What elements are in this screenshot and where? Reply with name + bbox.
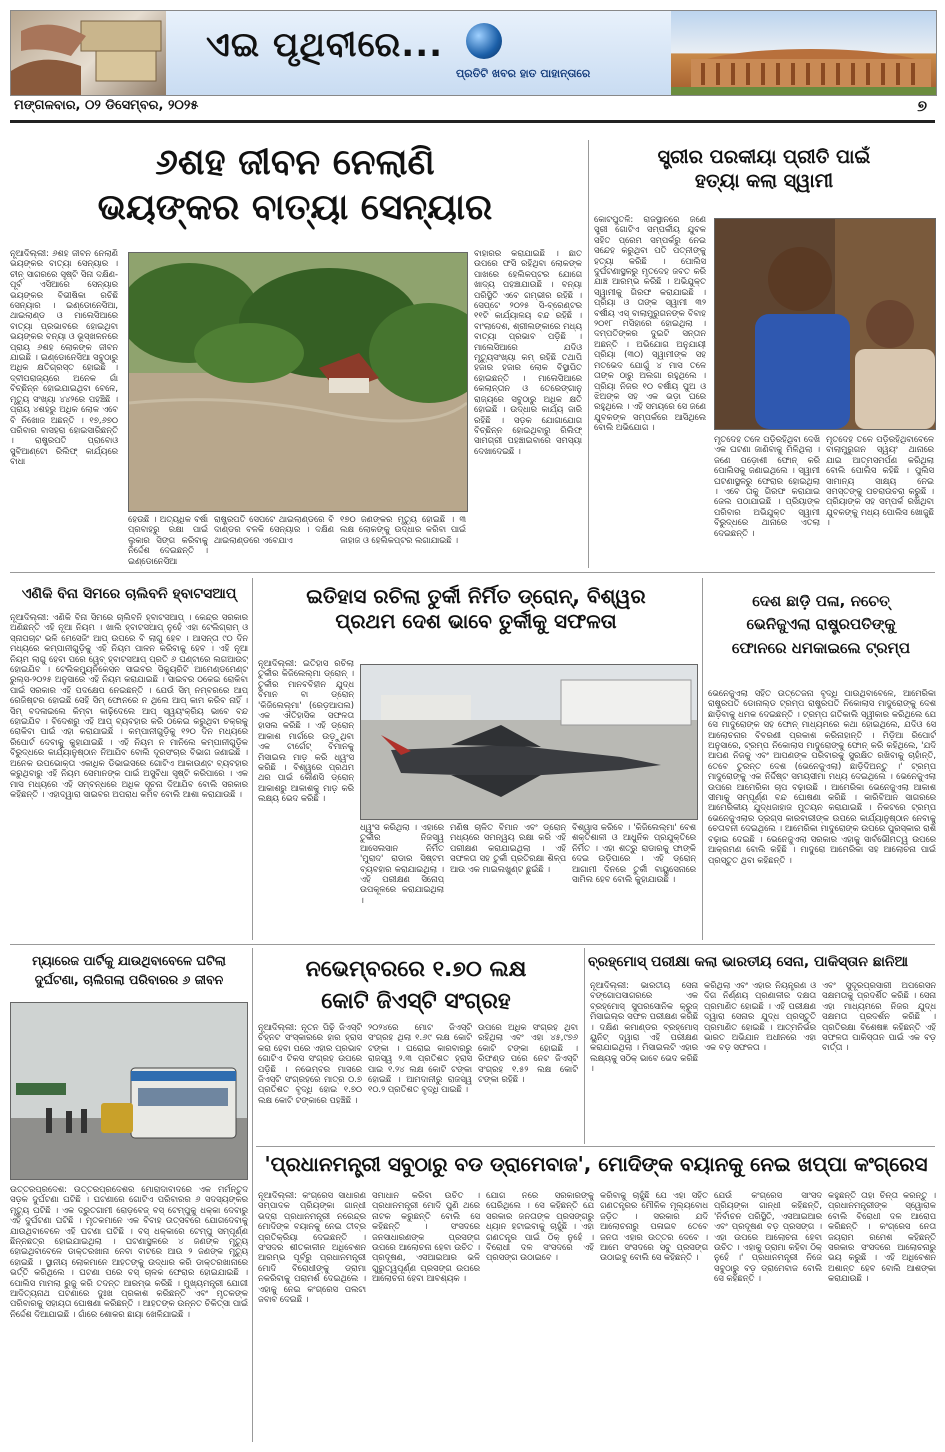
brahmos-body-col2: କରିଥିଲା ଏବଂ ଏହାର ନିୟନ୍ତ୍ରଣ ଓ ଦିଗ ନିର୍ଣ୍ଣୟ ପ୍ରଣାଳୀର ଦକ୍ଷତା ପ୍ରମାଣିତ ହୋଇଛି । ଏହି ପରୀକ୍ଷଣ ଦ୍ୱାରା ସେନାର ଯୁଦ୍ଧ ପ୍ରସ୍ତୁତି ପ୍ରମାଣିତ ହୋଇଛି । ଆତ୍ମନିର୍ଭର ଭାରତ ଅଭିଯାନ ଅଧୀନରେ ଏହା ଏକ ବଡ଼ ସଫଳତା । <box>704 980 816 1053</box>
issue-date: ମଙ୍ଗଳବାର, ୦୨ ଡିସେମ୍ବର, ୨୦୨୫ <box>14 98 199 113</box>
cyclone-headline <box>10 140 580 230</box>
cyclone-body-col1: ନୂଆଦିଲ୍ଲୀ: ୬ଶହ ଜୀବନ ନେଲାଣି ଭୟଙ୍କର ବାତ୍ୟା ସେନ୍ୟାର । ଚୀନ୍ ସାଗରରେ ସୃଷ୍ଟି ସିନା ଦକ୍ଷିଣ-ପୂର୍ବ ଏସିଆରେ ସେନ୍ୟାର ଭୟଙ୍କର ବିଭୀଷିକା ରଚିଛି ସେନ୍ୟାର । ଇଣ୍ଡୋନେସିଆ, ଥାଇଲାଣ୍ଡ ଓ ମାଲେସିଆରେ ବାତ୍ୟା ପ୍ରଭାବରେ ହୋଇଥିବା ଭୟଙ୍କର ବନ୍ୟା ଓ ଭୂସ୍ଖଳନରେ ପ୍ରାୟ ୬ଶହ ଲୋକଙ୍କ ଜୀବନ ଯାଇଛି । ଇଣ୍ଡୋନେସିଆ ସବୁଠାରୁ ଅଧିକ କ୍ଷତିଗ୍ରସ୍ତ ହୋଇଛି । ଦ୍ବୀପରାଜ୍ୟରେ ଅନେକ ଗାଁ ବିଚ୍ଛିନ୍ନ ହୋଇଯାଇଥିବା ବେଳେ, ମୃତ୍ୟୁ ସଂଖ୍ୟା ୪୪୨ରେ ପହଞ୍ଚିଛି । ପ୍ରାୟ ୪ଶହରୁ ଅଧିକ ଲୋକ ଏବେ ବି ନିଖୋଜ ଅଛନ୍ତି । ୧୭,୬୭୦ ପରିବାର ବାସହରା ହୋଇସାରିଛନ୍ତି । ରାଷ୍ଟ୍ରପତି ପ୍ରାବୋଓ ସୁବିଆଣ୍ଟୋ ରିଲିଫ୍ କାର୍ଯ୍ୟରେ ବାଧା <box>10 248 118 467</box>
page-number: ୭ <box>917 96 927 115</box>
column-divider <box>252 578 253 940</box>
drone-body-col4: ବିଶ୍ୱାସ କରିବେ । 'କିଜିଲେଲ୍ମା' ବେଶ ଶକ୍ତିଶାଳୀ ଓ ଆଧୁନିକ ପ୍ରଯୁକ୍ତିରେ ନିର୍ମିତ । ଏହା ଶତ୍ରୁ ରାଡାରକୁ ଫାଙ୍କି ଦେଇ ଉଡ଼ିପାରେ । ଏହି ଡ୍ରୋନ୍ ଆଗାମୀ ଦିନରେ ତୁର୍କୀ ବାୟୁସେନାରେ ସାମିଲ ହେବ ବୋଲି କୁହାଯାଉଛି । <box>572 822 696 885</box>
cyclone-body-col5: ବାହାରର କରାଯାଇଛି । ଛାତ ଉପରେ ଫସି ରହିଥିବା ଲୋକଙ୍କ ପାଖରେ ହେଲିକପ୍ଟର ଯୋଗେ ଖାଦ୍ୟ ପହଞ୍ଚାଯାଉଛି । ବନ୍ୟା ପରିସ୍ଥିତି ଏବେ ଗମ୍ଭୀର ରହିଛି । ସେପ୍ଟେ ୨୦୨୫ ସି-ବ୍ରେଣ୍ଟର ୧୧ଟି କାର୍ଯ୍ୟାଳୟ ବନ୍ଦ ରହିଛି । ବାଂଲାଦେଶ, ଶ୍ରୀଲଙ୍କାରେ ମଧ୍ୟ ବାତ୍ୟା ପ୍ରଭାବ ପଡ଼ିଛି । ମାଲେସିଆରେ ଯଦିଓ ମୃତ୍ୟୁସଂଖ୍ୟା କମ୍ ରହିଛି ତଥାପି ହଜାର ହଜାର ଲୋକ ବିସ୍ଥାପିତ ହୋଇଛନ୍ତି । ମାଲେସିଆରେ କେଲାନ୍ତାନ ଓ ତେରେଙ୍ଗାନୁ ରାଜ୍ୟରେ ସବୁଠାରୁ ଅଧିକ କ୍ଷତି ହୋଇଛି । ଉଦ୍ଧାର କାର୍ଯ୍ୟ ଜାରି ରହିଛି । ସଡ଼କ ଯୋଗାଯୋଗ ବିଚ୍ଛିନ୍ନ ହୋଇଥିବାରୁ ରିଲିଫ୍ ସାମଗ୍ରୀ ପହଞ୍ଚାଇବାରେ ସମସ୍ୟା ଦେଖାଦେଇଛି । <box>474 248 582 456</box>
gst-headline-line2: କୋଟି ଜିଏସ୍ଟି ସଂଗ୍ରହ <box>321 988 511 1014</box>
section-divider <box>256 1146 935 1147</box>
gst-body-col1: ନୂଆଦିଲ୍ଲୀ: ନୂତନ ପିଢ଼ି ଜିଏସ୍ଟି ଚିହ୍ନଟ ସଂସ୍କାରରେ ହାର ହ୍ରାସ କରା ହେବା ପରେ ଏହାର ପ୍ରଭାବ ଗୋଟିଏ ଟିକସ ସଂଗ୍ରହ ଉପରେ ପଡ଼ିଛି । ନଭେମ୍ବର ମାସରେ ଜିଏସ୍ଟି ସଂଗ୍ରହରେ ମାତ୍ର ୦.୭ ପ୍ରତିଶତ ବୃଦ୍ଧି ହୋଇ ୧.୭୦ ଲକ୍ଷ କୋଟି ଟଙ୍କାରେ ପହଞ୍ଚିଛି । <box>258 1022 362 1105</box>
gst-headline <box>256 954 576 1018</box>
couple-photo <box>714 218 936 430</box>
masthead-title: ଏଇ ପୃଥିବୀରେ... <box>206 25 444 65</box>
drone-image <box>361 665 697 819</box>
masthead-subtitle: ପ୍ରତିଟି ଖବର ହାତ ପାହାନ୍ତାରେ <box>456 67 591 80</box>
column-divider <box>702 578 703 940</box>
congress-body-col4: କରିବାକୁ ଚାହୁଁଛି ଯେ ଏହା ସହିତ ଗଣତନ୍ତ୍ରର ମୌଳିକ ମୂଲ୍ୟବୋଧ ଜଡ଼ିତ । ସରକାର ଯଦି ଆଲୋଚନାରୁ ପଳାଇବ ତେବେ ଜନତା ଏହାର ଉତ୍ତର ଦେବେ । ଆମେ ସଂସଦରେ ସବୁ ପ୍ରସଙ୍ଗ ଉଠାଇବୁ ବୋଲି ସେ କହିଛନ୍ତି । <box>600 1190 708 1263</box>
gst-body-col2: ୨୦୨୪ରେ ମୋଟ ଜିଏସ୍ଟି ସଂଗ୍ରହ ଥିଲା ୧.୬୯ ଲକ୍ଷ କୋଟି ଟଙ୍କା । ଘରୋଇ କାରବାରରୁ ରାଜସ୍ୱ ୨.୩ ପ୍ରତିଶତ ହ୍ରାସ ପାଇ ୧.୨୪ ଲକ୍ଷ କୋଟି ଟଙ୍କା ହୋଇଛି । ଆମଦାନୀରୁ ରାଜସ୍ୱ ୧୦.୨ ପ୍ରତିଶତ ବୃଦ୍ଧି ପାଇଛି । <box>368 1022 472 1095</box>
affair-body-col2: ମୃତଦେହ ତଳେ ପଡ଼ିରହିଥିବା ଦେଖି ଏକ ଘଟଣା ଜାଣିବାକୁ ମିଳିଥିଲା । ଜଣେ ପଡ଼ୋଶୀ ଫୋନ୍ କରି ପୋଲିସକୁ ଜଣାଇଥିଲେ । ସ୍ୱାମୀ ଘଟଣାସ୍ଥଳରୁ ଫେରାର ହୋଇଥିଲା । ଏବେ ତାକୁ ଗିରଫ କରାଯାଇ ଜେଲ ପଠାଯାଇଛି । ପ୍ରିୟାଙ୍କ ପରିବାର ଅଭିଯୁକ୍ତ ସ୍ୱାମୀ ବିରୁଦ୍ଧରେ ଥାନାରେ ଏତଲା ଦେଇଛନ୍ତି । <box>714 434 820 538</box>
bus-photo <box>10 1002 248 1180</box>
drone-headline-line2: ପ୍ରଥମ ଦେଶ ଭାବେ ତୁର୍କୀକୁ ସଫଳତା <box>335 609 617 633</box>
brahmos-body-col1: ନୂଆଦିଲ୍ଲୀ: ଭାରତୀୟ ସେନା ବଙ୍ଗୋପସାଗରରେ ଏକ ବ୍ରହ୍ମୋସ୍ ସୁପରସୋନିକ କ୍ରୁଜ୍ ମିସାଇଲ୍ର ସଫଳ ପରୀକ୍ଷଣ କରିଛି । ଦକ୍ଷିଣ କମାଣ୍ଡର ବ୍ରହ୍ମୋସ୍ ୟୁନିଟ୍ ଦ୍ୱାରା ଏହି ପରୀକ୍ଷଣ କରାଯାଇଥିଲା । ମିସାଇଲଟି ଏହାର ଲକ୍ଷ୍ୟକୁ ସଠିକ୍ ଭାବେ ଭେଦ କରିଛି । <box>590 980 698 1074</box>
globe-icon <box>466 23 502 59</box>
drone-body-col2: ଧ୍ୱଂସ କରିଥିଲା । ଏହାରେ ତୁର୍କୀର ନିଜସ୍ୱ ଆସେଲସାନ ନିର୍ମିତ 'ମୁରାଦ' ରାଡାର ସିଷ୍ଟମ ବ୍ୟବହାର କରାଯାଇଥିଲା । ଏହି ପରୀକ୍ଷଣ ସିନୋପ୍ ଉପକୂଳରେ କରାଯାଇଥିଲା । <box>360 822 444 905</box>
accident-headline-line1: ମ୍ୟାରେଜ ପାର୍ଟିକୁ ଯାଉଥିବାବେଳେ ଘଟିଲା <box>32 953 226 968</box>
section-divider <box>10 572 935 573</box>
venezuela-headline-line1: ଦେଶ ଛାଡ଼ି ପଳା, ନଚେତ୍ <box>752 592 890 610</box>
venezuela-headline <box>706 590 936 660</box>
drone-photo <box>360 664 698 820</box>
column-divider <box>588 140 589 568</box>
column-divider <box>252 948 253 1442</box>
whatsapp-body: ନୂଆଦିଲ୍ଲୀ: ଏଣିକି ବିନା ସିମରେ ଚାଲିବନି ହ୍ବାଟସଆପ୍ । କେନ୍ଦ୍ର ସରକାର ଅଣିଛନ୍ତି ଏହି ନୂଆ ନିୟମ । ଖାଲି ହ୍ବାଟସଆପ୍ ନୁହେଁ ଏହା ଟେଲିଗ୍ରାମ୍ ଓ ସ୍ନାପଚାଟ ଭଳି ମେସେଜିଂ ଆପ୍ ଉପରେ ବି ଲାଗୁ ହେବ । ଆସନ୍ତା ୯୦ ଦିନ ମଧ୍ୟରେ କମ୍ପାନୀଗୁଡ଼ିକୁ ଏହି ନିୟମ ପାଳନ କରିବାକୁ ହେବ । ଏହି ନୂଆ ନିୟମ ଲାଗୁ ହେବା ପରେ ୱେବ୍ ହ୍ବାଟସଆପ୍ ପ୍ରତି ୬ ଘଣ୍ଟାରେ ଲଗଆଉଟ୍ ହୋଇଯିବ । ଟେଲିକମ୍ୟୁନିକେସନ ସାଇବର ସିକ୍ୟୁରିଟି ଆମେଣ୍ଡମେଣ୍ଟ ରୁଲ୍ସ-୨୦୨୫ ଅନୁସାରେ ଏହି ନିୟମ କରାଯାଇଛି । ସାଇବର ଠକେଇ ରୋକିବା ପାଇଁ ସରକାର ଏହି ପଦକ୍ଷେପ ନେଇଛନ୍ତି । ଯେଉଁ ସିମ୍ ନମ୍ବରରେ ଆପ୍ ରେଜିଷ୍ଟର ହୋଇଛି ସେହି ସିମ୍ ଫୋନରେ ନ ଥିଲେ ଆପ୍ କାମ କରିବ ନାହିଁ । ସିମ୍ ବଦଳାଇଲେ କିମ୍ବା କାଢ଼ିଦେଲେ ଆପ୍ ସ୍ୱୟଂକ୍ରିୟ ଭାବେ ବନ୍ଦ ହୋଇଯିବ । ବିଦେଶରୁ ଏହି ଆପ୍ ବ୍ୟବହାର କରି ଠକେଇ କରୁଥିବା ଚକ୍ରକୁ ରୋକିବା ପାଇଁ ଏହା କରାଯାଇଛି । କମ୍ପାନୀଗୁଡ଼ିକୁ ୧୨୦ ଦିନ ମଧ୍ୟରେ ରିପୋର୍ଟ ଦେବାକୁ କୁହାଯାଇଛି । ଏହି ନିୟମ ନ ମାନିଲେ କମ୍ପାନୀଗୁଡ଼ିକ ବିରୁଦ୍ଧରେ କାର୍ଯ୍ୟାନୁଷ୍ଠାନ ନିଆଯିବ ବୋଲି ଦୂରସଂଚାର ବିଭାଗ ଜଣାଇଛି । ଅନେକ ଉପଭୋକ୍ତା ଏକାଧିକ ଡିଭାଇସରେ ଗୋଟିଏ ଆକାଉଣ୍ଟ ବ୍ୟବହାର କରୁଥିବାରୁ ଏହି ନିୟମ ସେମାନଙ୍କ ପାଇଁ ଅସୁବିଧା ସୃଷ୍ଟି କରିପାରେ । ଏକ ମାସ ମଧ୍ୟରେ ଏହି ସମ୍ବନ୍ଧରେ ଅଧିକ ସୂଚନା ଦିଆଯିବ ବୋଲି ସରକାର କହିଛନ୍ତି । ଏହାଦ୍ୱାରା ସାଇବର ଅପରାଧ କମିବ ବୋଲି ଆଶା କରାଯାଉଛି । <box>10 612 248 799</box>
affair-body-col1: କୋଟପୁତଳି: ରାଜସ୍ଥାନରେ ଜଣେ ସ୍ତ୍ରୀ ଗୋଟିଏ ସମ୍ପର୍କୀୟ ଯୁବକ ସହିତ ପ୍ରେମ ସମ୍ପର୍କରୁ ନେଇ ସନ୍ଦେହ କରୁଥିବା ପତି ପତ୍ନୀଙ୍କୁ ହତ୍ୟା କରିଛି । ପୋଲିସ ଦୁର୍ଘଟଣାସ୍ଥଳରୁ ମୃତଦେହ ଜବତ କରି ଯାଞ୍ଚ ଆରମ୍ଭ କରିଛି । ଅଭିଯୁକ୍ତ ସ୍ୱାମୀକୁ ଗିରଫ କରାଯାଇଛି । ପ୍ରିୟା ଓ ତାଙ୍କ ସ୍ୱାମୀ ୩୨ ବର୍ଷୀୟ ଏସ୍ ବାଲାମୁରୁଗନଙ୍କ ବିବାହ ୨୦୧୮ ମସିହାରେ ହୋଇଥିଲା । ଦମ୍ପତିଙ୍କର ଦୁଇଟି ସନ୍ତାନ ଅଛନ୍ତି । ଅଭିଯୋଗ ଅନୁଯାୟୀ ପ୍ରିୟା (୩୦) ସ୍ୱାମୀଙ୍କ ସହ ମତଭେଦ ଯୋଗୁଁ ୪ ମାସ ତଳେ ତାଙ୍କ ଠାରୁ ଅଲଗା ରହୁଥିଲେ । ପ୍ରିୟା ନିଜର ୧୦ ବର୍ଷୀୟ ପୁଅ ଓ ଝିଅଙ୍କ ସହ ଏକ ଭଡ଼ା ଘରେ ରହୁଥିଲେ । ଏହି ସମୟରେ ସେ ଜଣେ ଯୁବକଙ୍କ ସମ୍ପର୍କରେ ଆସିଥିଲେ ବୋଲି ଅଭିଯୋଗ । <box>594 214 706 433</box>
cyclone-headline-line2: ଭୟଙ୍କର ବାତ୍ୟା ସେନ୍ୟାର <box>97 187 493 228</box>
bus-image <box>11 1003 247 1179</box>
drone-headline-line1: ଇତିହାସ ରଚିଲା ତୁର୍କୀ ନିର୍ମିତ ଡ୍ରୋନ୍, ବିଶ୍ୱର <box>306 584 646 608</box>
congress-body-col3: ଯୋଗ ନରେ ସରକାରଙ୍କୁ ଘେରିଥିଲେ । ସେ କହିଛନ୍ତି ଯେ ସରକାର ଜନତାଙ୍କ ପ୍ରସଙ୍ଗରୁ ଧ୍ୟାନ ହଟାଇବାକୁ ଚାହୁଁଛି । ଏହା ଗଣତନ୍ତ୍ର ପାଇଁ ଠିକ୍ ନୁହେଁ । ବିରୋଧୀ ଦଳ ସଂସଦରେ ଏହି ପ୍ରସଙ୍ଗ ଉଠାଇବେ । <box>486 1190 594 1263</box>
congress-headline: 'ପ୍ରଧାନମନ୍ତ୍ରୀ ସବୁଠାରୁ ବଡ ଡ୍ରାମେବାଜ', ମୋଦିଙ୍କ ବୟାନକୁ ନେଇ ଖପ୍ପା କଂଗ୍ରେସ <box>264 1152 928 1176</box>
flood-image <box>129 253 467 511</box>
drone-body-col3: ମଣିଷ ଚାଳିତ ବିମାନ ଏବଂ ଡ୍ରୋନ୍ ମଧ୍ୟରେ ସମନ୍ୱୟ ରକ୍ଷା କରି ଏହି ପରୀକ୍ଷଣ କରାଯାଇଥିଲା । ଏହି ସଫଳତା ସହ ତୁର୍କୀ ପ୍ରତିରକ୍ଷା ଶିଳ୍ପ ଆଉ ଏକ ମାଇଲଖୁଣ୍ଟ ଛୁଇଁଛି । <box>450 822 566 874</box>
congress-body-col1: ନୂଆଦିଲ୍ଲୀ: କଂଗ୍ରେସ ସାଧାରଣ ସମ୍ପାଦକ ପ୍ରିୟଙ୍କା ଗାନ୍ଧୀ ଭଦ୍ରା ପ୍ରଧାନମନ୍ତ୍ରୀ ନରେନ୍ଦ୍ର ମୋଦିଙ୍କ ବୟାନକୁ ନେଇ ତୀବ୍ର ପ୍ରତିକ୍ରିୟା ଦେଇଛନ୍ତି । ସଂସଦର ଶୀତକାଳୀନ ଅଧିବେଶନ ଆରମ୍ଭ ପୂର୍ବରୁ ପ୍ରଧାନମନ୍ତ୍ରୀ ମୋଦି ବିରୋଧୀଙ୍କୁ ଡ୍ରାମା ନକରିବାକୁ ପରାମର୍ଶ ଦେଇଥିଲେ । ଏହାକୁ ନେଇ କଂଗ୍ରେସ ପଲଟା ଜବାବ ଦେଇଛି । <box>258 1190 366 1305</box>
drone-headline <box>256 584 696 634</box>
accident-headline <box>10 952 248 990</box>
affair-headline <box>594 146 934 194</box>
masthead-photo-left <box>11 11 166 95</box>
venezuela-body: ଭେନେଜୁଏଲା ସହିତ ଉତ୍ତେଜନା ବୃଦ୍ଧି ପାଉଥିବାବେଳେ, ଆମେରିକା ରାଷ୍ଟ୍ରପତି ଡୋନାଲ୍ଡ ଟ୍ରମ୍ପ ରାଷ୍ଟ୍ରପତି ନିକୋଲାସ ମାଦୁରୋଙ୍କୁ ଦେଶ ଛାଡ଼ିବାକୁ ଧମକ ଦେଇଛନ୍ତି । ଟ୍ରମ୍ପ ଗତିକାଲି ସ୍ୱୀକାର କରିଥିଲେ ଯେ ସେ ମାଦୁରୋଙ୍କ ସହ ଫୋନ୍ ମାଧ୍ୟମରେ କଥା ହୋଇଥିଲେ, ଯଦିଓ ସେ ଆଲୋଚନାର ବିବରଣୀ ପ୍ରକାଶ କରିନାହାନ୍ତି । ମିଡ଼ିଆ ରିପୋର୍ଟ ଅନୁସାରେ, ଟ୍ରମ୍ପ ନିକୋଲାସ ମାଦୁରୋଙ୍କୁ ଫୋନ୍ କରି କହିଥିଲେ, 'ଯଦି ଆପଣ ନିଜକୁ ଏବଂ ଆପଣଙ୍କ ପରିବାରକୁ ସୁରକ୍ଷିତ ରଖିବାକୁ ଚାହାଁନ୍ତି, ତେବେ ତୁରନ୍ତ ଦେଶ (ଭେନେଜୁଏଲା) ଛାଡ଼ିଦିଅନ୍ତୁ ।' ଟ୍ରମ୍ପ ମାଦୁରୋଙ୍କୁ ଏକ ନିର୍ଦ୍ଦିଷ୍ଟ ସମୟସୀମା ମଧ୍ୟ ଦେଇଥିଲେ । ଭେନେଜୁଏଲା ଉପରେ ଆମେରିକା ଚାପ ବଢ଼ାଉଛି । ଆମେରିକା ଭେନେଜୁଏଲା ଆକାଶ ସୀମାକୁ ସମ୍ପୂର୍ଣ୍ଣ ବନ୍ଦ ଘୋଷଣା କରିଛି । କାରିବିଆନ ସାଗରରେ ଆମେରିକୀୟ ଯୁଦ୍ଧଜାହାଜ ମୁତୟନ କରାଯାଇଛି । ନିକଟରେ ଟ୍ରମ୍ପ ଭେନେଜୁଏଲାର ଡ୍ରଗ୍ସ କାରବାରୀଙ୍କ ଉପରେ କାର୍ଯ୍ୟାନୁଷ୍ଠାନ ନେବାକୁ ଚେତାବନୀ ଦେଇଥିଲେ । ଆମେରିକା ମାଦୁରୋଙ୍କ ଉପରେ ପୁରସ୍କାର ରାଶି ବଢ଼ାଇ ଦେଇଛି । ଭେନେଜୁଏଲା ସରକାର ଏହାକୁ ସାର୍ବଭୌମତ୍ୱ ଉପରେ ଆକ୍ରମଣ ବୋଲି କହିଛି । ମାଦୁରୋ ଆମେରିକା ସହ ଆଲୋଚନା ପାଇଁ ପ୍ରସ୍ତୁତ ଥିବା କହିଛନ୍ତି । <box>708 688 936 865</box>
accident-headline-line2: ଦୁର୍ଘଟଣା, ଚାଲିଗଲା ପରିବାରର ୬ ଜୀବନ <box>34 971 224 987</box>
cyclone-body-col2: ହେଉଛି । ଅତ୍ୟଧିକ ବର୍ଷା ପ୍ରବାହରୁ ରକ୍ଷା ପାଇଁ ଲୁକାର ସିଙ୍ଗ କରିବାକୁ ନିର୍ଦ୍ଦେଶ ଦେଇଛନ୍ତି । ଇଣ୍ଡୋନେସିଆ <box>128 514 208 566</box>
congress-body-col5: ଯେଉଁ କଂଗ୍ରେସ ସାଂସଦ ପ୍ରିୟଙ୍କା ଗାନ୍ଧୀ କହିଛନ୍ତି, 'ନିର୍ବାଚନ ପରିସ୍ଥିତି, ଏସଆଇଆର ଏବଂ ପ୍ରଦୂଷଣ ବଡ଼ ପ୍ରସଙ୍ଗ । ଏହା ଉପରେ ଆଲୋଚନା ହେବା ଉଚିତ । ଏହାକୁ ଡ୍ରାମା କହିବା ଠିକ୍ ନୁହେଁ ।' ପ୍ରଧାନମନ୍ତ୍ରୀ ନିଜେ ସବୁଠାରୁ ବଡ଼ ଡ୍ରାମେବାଜ ବୋଲି ସେ କହିଛନ୍ତି । <box>714 1190 822 1284</box>
congress-body-col6: କହୁଛନ୍ତି ତାହା ଚିନ୍ତା କରନ୍ତୁ । ପ୍ରଧାନମନ୍ତ୍ରୀଙ୍କ ସ୍ୱୋରାକ ବୋଲି ବିରୋଧୀ ଦଳ ଆରୋପ କରିଛନ୍ତି । କଂଗ୍ରେସ ନେତା ଜୟରାମ ରମେଶ କହିଛନ୍ତି ସରକାର ସଂସଦରେ ଆଲୋଚନାରୁ ଭୟ କରୁଛି । ଏହି ଅଧିବେଶନ ଅଶାନ୍ତ ହେବ ବୋଲି ଆଶଙ୍କା କରାଯାଉଛି । <box>828 1190 936 1284</box>
affair-headline-line2: ହତ୍ୟା କଲା ସ୍ୱାମୀ <box>694 169 834 192</box>
couple-image <box>715 219 935 429</box>
venezuela-headline-line2: ଭେନିଜୁଏଲା ରାଷ୍ଟ୍ରପତିଙ୍କୁ <box>746 615 896 634</box>
date-bar <box>10 96 935 123</box>
column-divider <box>584 948 585 1144</box>
drone-body-col1: ନୂଆଦିଲ୍ଲୀ: ଇତିହାସ ରଚିଲା ତୁର୍କୀର କିଜିଲେଲ୍ମା ଡ୍ରୋନ୍ । ତୁର୍କୀର ମାନବବିହୀନ ଯୁଦ୍ଧ ବିମାନ ବା ଡ୍ରୋନ୍ 'କିଜିଲେଲ୍ମା' (ରେଡ଼ଆପଲ) ଏକ ଐତିହାସିକ ସଫଳତା ହାସଲ କରିଛି । ଏହି ଡ୍ରୋନ୍ ଆକାଶ ମାର୍ଗରେ ଉଡ଼ୁଥିବା ଏକ ଟାର୍ଗେଟ୍ ବିମାନକୁ ମିସାଇଲ ମାଡ଼ କରି ଧ୍ୱଂସ କରିଛି । ବିଶ୍ୱରେ ପ୍ରଥମ ଥର ପାଇଁ କୌଣସି ଡ୍ରୋନ୍ ଆକାଶରୁ ଆକାଶକୁ ମାଡ଼ କରି ଲକ୍ଷ୍ୟ ଭେଦ କରିଛି । <box>258 658 354 804</box>
affair-headline-line1: ସ୍ତ୍ରୀର ପରକୀୟା ପ୍ରୀତି ପାଇଁ <box>657 146 871 168</box>
masthead <box>10 10 937 96</box>
flood-photo <box>128 252 468 512</box>
section-divider <box>10 944 935 945</box>
parliament-building-icon <box>671 11 936 95</box>
affair-body-col3: ମୃତଦେହ ତଳେ ପଡ଼ିରହିଥିବାବେଳେ ବାଲାମୁରୁଗନ ସ୍ୱୟଂ ଥାନାରେ ଯାଇ ଆତ୍ମସମର୍ପଣ କରିଥିଲା ବୋଲି ପୋଲିସ କହିଛି । ପୁଲିସ ସାମାନ୍ୟ ସାକ୍ଷ୍ୟ ନେଇ ସମସ୍ତଙ୍କୁ ପଚରାଉଚରା କରୁଛି । ପ୍ରିୟାଙ୍କ ସହ ସମ୍ପର୍କ ରଖିଥିବା ଯୁବକଙ୍କୁ ମଧ୍ୟ ପୋଲିସ ଖୋଜୁଛି । <box>826 434 934 528</box>
cyclone-body-col3: ରାଷ୍ଟ୍ରପତି ସେପଟେ ଥାଇଲାଣ୍ଡରେ ବି ଦାଣ୍ଡର ବଳକି ସେନ୍ୟାର । ଦକ୍ଷିଣ ଥାଇଲାଣ୍ଡରେ ଏବେଯାଏ <box>214 514 334 545</box>
gst-headline-line1: ନଭେମ୍ବରରେ ୧.୭୦ ଲକ୍ଷ <box>305 957 527 982</box>
gst-body-col3: ଉପରେ ଅଧିକ ସଂଗ୍ରହ ଥିବା ରହିଥିଲା ଏବଂ ଏହା ୪୫,୯୭୬ କୋଟି ଟଙ୍କା ହୋଇଛି । ରିଫଣ୍ଡ ପରେ ନେଟ ଜିଏସ୍ଟି ସଂଗ୍ରହ ୧.୫୨ ଲକ୍ଷ କୋଟି ଟଙ୍କା ରହିଛି । <box>478 1022 578 1085</box>
brahmos-headline: ବ୍ରହ୍ମୋସ୍ ପରୀକ୍ଷା କଲା ଭାରତୀୟ ସେନା, ପାକିସ୍ତାନ ଛାନିଆ <box>588 954 909 970</box>
venezuela-headline-line3: ଫୋନରେ ଧମକାଇଲେ ଟ୍ରମ୍ପ <box>731 638 911 657</box>
accident-body: ଉତ୍ତରପ୍ରଦେଶ: ଉତ୍ତରପ୍ରଦେଶର ମୋରାଦାବାଦରେ ଏକ ମର୍ମନ୍ତୁଦ ସଡ଼କ ଦୁର୍ଘଟଣା ଘଟିଛି । ଘଟଣାରେ ଗୋଟିଏ ପରିବାରର ୬ ସଦସ୍ୟଙ୍କର ମୃତ୍ୟୁ ଘଟିଛି । ଏକ ଦ୍ରୁତଗାମୀ ରୋଡ଼ବେଜ୍ ବସ୍ ଟେମ୍ପୁକୁ ଧକ୍କା ଦେବାରୁ ଏହି ଦୁର୍ଘଟଣା ଘଟିଛି । ମୃତକମାନେ ଏକ ବିବାହ ଉତ୍ସବରେ ଯୋଗଦେବାକୁ ଯାଉଥିବାବେଳେ ଏହି ଘଟଣା ଘଟିଛି । ବସ୍ ଧକ୍କାରେ ଟେମ୍ପୁ ସମ୍ପୂର୍ଣ୍ଣ ଛିନ୍ନଛତ୍ର ହୋଇଯାଇଥିଲା । ଘଟଣାସ୍ଥଳରେ ୪ ଜଣଙ୍କ ମୃତ୍ୟୁ ହୋଇଥିବାବେଳେ ଡାକ୍ତରଖାନା ନେବା ବାଟରେ ଆଉ ୨ ଜଣଙ୍କ ମୃତ୍ୟୁ ହୋଇଛି । ସ୍ଥାନୀୟ ଲୋକମାନେ ଆହତଙ୍କୁ ଉଦ୍ଧାର କରି ଡାକ୍ତରଖାନାରେ ଭର୍ତ୍ତି କରିଥିଲେ । ଘଟଣା ପରେ ବସ୍ ଚାଳକ ଫେରାର ହୋଇଯାଇଛି । ପୋଲିସ ମାମଲା ରୁଜୁ କରି ତଦନ୍ତ ଆରମ୍ଭ କରିଛି । ମୁଖ୍ୟମନ୍ତ୍ରୀ ଯୋଗୀ ଆଦିତ୍ୟନାଥ ଘଟଣାରେ ଦୁଃଖ ପ୍ରକାଶ କରିଛନ୍ତି ଏବଂ ମୃତକଙ୍କ ପରିବାରକୁ ସହାୟତା ଘୋଷଣା କରିଛନ୍ତି । ଆହତଙ୍କ ଉନ୍ନତ ଚିକିତ୍ସା ପାଇଁ ନିର୍ଦ୍ଦେଶ ଦିଆଯାଇଛି । ଗାଁରେ ଶୋକର ଛାୟା ଖେଳିଯାଇଛି । <box>10 1184 248 1319</box>
cyclone-body-col4: ୧୭୦ ଜଣଙ୍କର ମୃତ୍ୟୁ ହୋଇଛି । ୩ ଲକ୍ଷ ଲୋକଙ୍କୁ ଉଦ୍ଧାର କରିବା ପାଇଁ ଜାହାଜ ଓ ହେଲିକପ୍ଟର ଲଗାଯାଇଛି । <box>340 514 466 545</box>
cyclone-headline-line1: ୬ଶହ ଜୀବନ ନେଲାଣି <box>155 142 435 183</box>
banknotes-image <box>11 11 166 95</box>
masthead-title-area <box>166 11 671 95</box>
brahmos-body-col3: ଏବଂ ସୁଦୂରପ୍ରସାରୀ ଅପରେସନ ସକ୍ଷମତାକୁ ପ୍ରଦର୍ଶିତ କରିଛି । ସେନା ଏହା ମାଧ୍ୟମରେ ନିଜର ଯୁଦ୍ଧ ସକ୍ଷମତା ପ୍ରଦର୍ଶନ କରିଛି । ପ୍ରତିରକ୍ଷା ବିଶେଷଜ୍ଞ କହିଛନ୍ତି ଏହି ସଫଳତା ପାକିସ୍ତାନ ପାଇଁ ଏକ ବଡ଼ ବାର୍ତ୍ତା । <box>822 980 936 1053</box>
parliament-image <box>671 11 936 95</box>
congress-body-col2: ସମାଧାନ କରିବା ଉଚିତ । ପ୍ରଧାନମନ୍ତ୍ରୀ ମୋଦି ପୁଣି ଥରେ ନାଟକ କରୁଛନ୍ତି ବୋଲି ସେ କହିଛନ୍ତି । ସଂସଦରେ ଜନସାଧାରଣଙ୍କ ପ୍ରସଙ୍ଗ ଉପରେ ଆଲୋଚନା ହେବା ଉଚିତ । ପ୍ରଦୂଷଣ, ଏସଆଇଆର ଭଳି ଗୁରୁତ୍ୱପୂର୍ଣ୍ଣ ପ୍ରସଙ୍ଗ ଉପରେ ଆଲୋଚନା ହେବା ଆବଶ୍ୟକ । <box>372 1190 480 1284</box>
whatsapp-headline: ଏଣିକି ବିନା ସିମରେ ଚାଲିବନି ହ୍ବାଟସଆପ୍ <box>21 586 237 602</box>
